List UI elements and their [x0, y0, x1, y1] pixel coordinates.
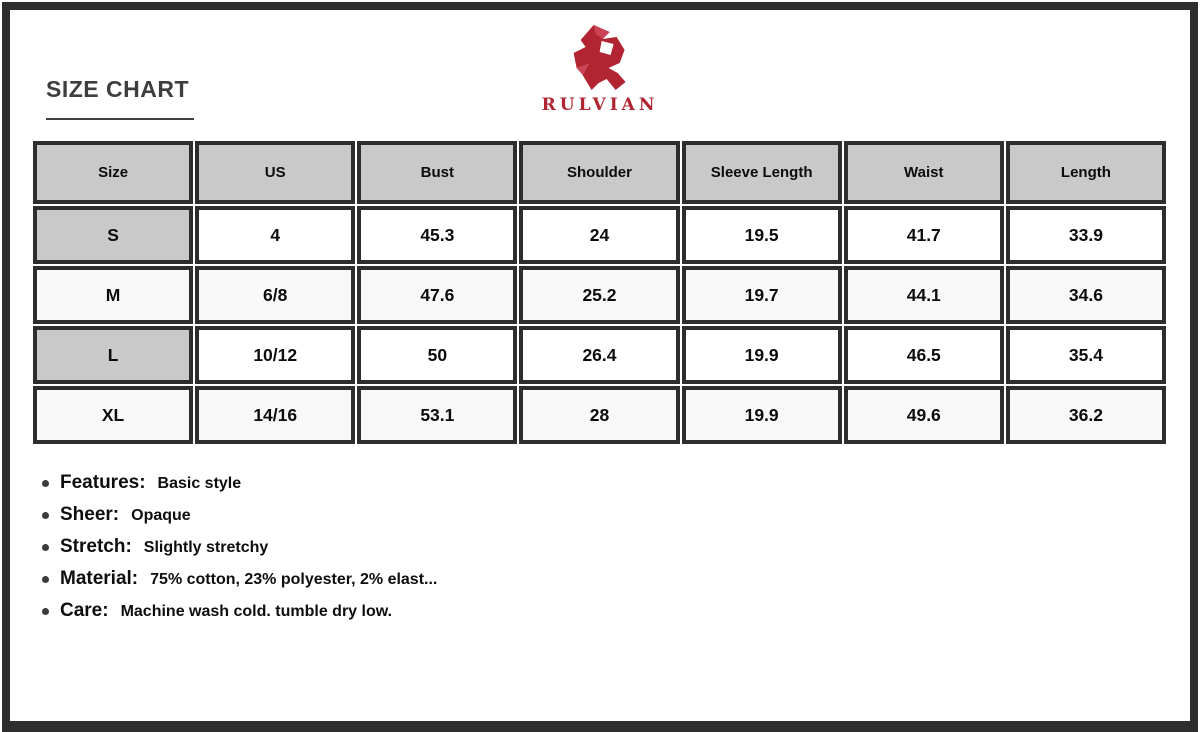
- measurement-cell: 10/12: [195, 326, 355, 384]
- measurement-cell: 24: [519, 206, 679, 264]
- brand-name: RULVIAN: [541, 95, 659, 115]
- detail-value: 75% cotton, 23% polyester, 2% elast...: [150, 571, 438, 588]
- measurement-cell: 33.9: [1006, 206, 1166, 264]
- bullet-icon: [42, 512, 49, 519]
- column-header: US: [195, 141, 355, 204]
- measurement-cell: 50: [357, 326, 517, 384]
- bullet-icon: [42, 608, 49, 615]
- measurement-cell: 45.3: [357, 206, 517, 264]
- brand-r-icon: [569, 24, 631, 92]
- column-header: Sleeve Length: [682, 141, 842, 204]
- measurement-cell: 19.5: [682, 206, 842, 264]
- table-row: [33, 206, 1166, 264]
- size-label-cell: M: [33, 266, 193, 324]
- detail-item: [42, 536, 437, 560]
- column-header: Bust: [357, 141, 517, 204]
- detail-value: Machine wash cold. tumble dry low.: [120, 603, 393, 620]
- measurement-cell: 19.7: [682, 266, 842, 324]
- detail-value: Basic style: [157, 475, 242, 492]
- measurement-cell: 49.6: [844, 386, 1004, 444]
- brand-logo: [542, 24, 659, 115]
- measurement-cell: 26.4: [519, 326, 679, 384]
- measurement-cell: 19.9: [682, 386, 842, 444]
- table-row: [33, 326, 1166, 384]
- detail-label: Care:: [60, 600, 109, 621]
- column-header: Waist: [844, 141, 1004, 204]
- detail-item: [42, 504, 437, 528]
- detail-item: [42, 568, 437, 592]
- measurement-cell: 36.2: [1006, 386, 1166, 444]
- title-underline: [46, 118, 194, 120]
- size-label-cell: L: [33, 326, 193, 384]
- table-body: [33, 206, 1166, 444]
- table-row: [33, 266, 1166, 324]
- measurement-cell: 46.5: [844, 326, 1004, 384]
- bullet-icon: [42, 544, 49, 551]
- size-chart-table: [31, 139, 1168, 446]
- detail-item: [42, 600, 437, 624]
- measurement-cell: 47.6: [357, 266, 517, 324]
- table-header: [33, 141, 1166, 204]
- measurement-cell: 25.2: [519, 266, 679, 324]
- measurement-cell: 19.9: [682, 326, 842, 384]
- bullet-icon: [42, 480, 49, 487]
- detail-label: Material:: [60, 568, 139, 589]
- measurement-cell: 6/8: [195, 266, 355, 324]
- detail-label: Stretch:: [60, 536, 132, 557]
- bullet-icon: [42, 576, 49, 583]
- detail-item: [42, 472, 437, 496]
- column-header: Size: [33, 141, 193, 204]
- size-label-cell: S: [33, 206, 193, 264]
- measurement-cell: 44.1: [844, 266, 1004, 324]
- column-header: Shoulder: [519, 141, 679, 204]
- measurement-cell: 35.4: [1006, 326, 1166, 384]
- table-header-row: [33, 141, 1166, 204]
- size-label-cell: XL: [33, 386, 193, 444]
- size-chart-table-container: [31, 139, 1168, 446]
- detail-label: Features:: [60, 472, 146, 493]
- page-title: SIZE CHART: [46, 76, 189, 102]
- measurement-cell: 4: [195, 206, 355, 264]
- measurement-cell: 34.6: [1006, 266, 1166, 324]
- measurement-cell: 53.1: [357, 386, 517, 444]
- detail-value: Slightly stretchy: [143, 539, 269, 556]
- measurement-cell: 14/16: [195, 386, 355, 444]
- measurement-cell: 41.7: [844, 206, 1004, 264]
- table-row: [33, 386, 1166, 444]
- product-details-list: [42, 472, 437, 632]
- measurement-cell: 28: [519, 386, 679, 444]
- detail-label: Sheer:: [60, 504, 120, 525]
- detail-value: Opaque: [131, 507, 191, 524]
- column-header: Length: [1006, 141, 1166, 204]
